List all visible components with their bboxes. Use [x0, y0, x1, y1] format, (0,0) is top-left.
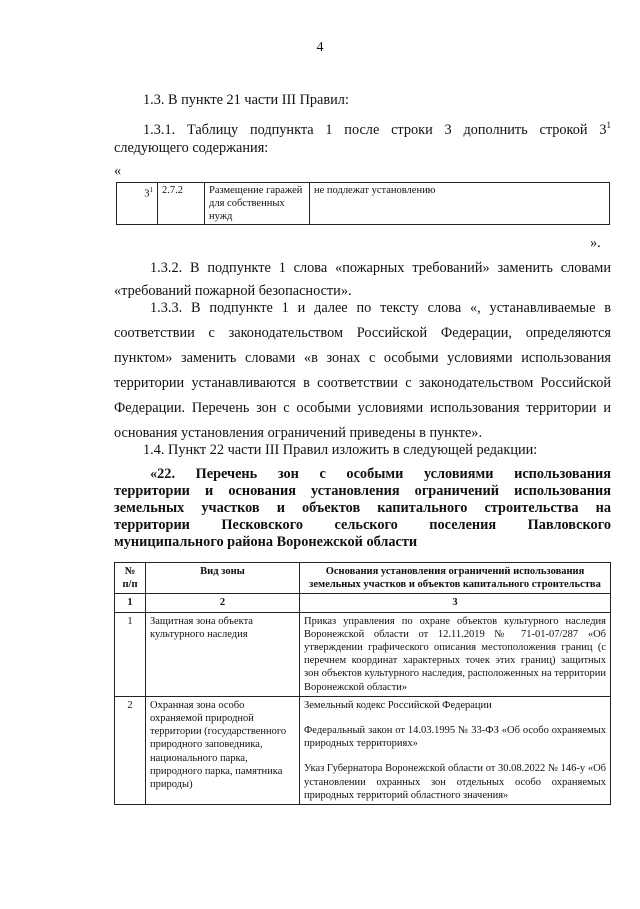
heading-line: земельных участков и объектов капитального строительства на	[114, 500, 611, 516]
section-heading	[114, 466, 611, 551]
header-zone: Вид зоны	[146, 563, 300, 594]
paragraph-1-3-1-sup: 1	[606, 120, 611, 130]
close-quote: ».	[590, 235, 601, 251]
paragraph-1-3-1-cont: следующего содержания:	[114, 140, 269, 156]
table-cell-num: $3^1$	[117, 183, 158, 225]
row-num: 1	[115, 612, 146, 696]
header-basis: Основания установления ограничений использования земельных участков и объектов капитального строительства	[300, 563, 611, 594]
row-zone: Защитная зона объекта культурного наследия	[146, 612, 300, 696]
table-cell-code: 2.7.2	[158, 183, 205, 225]
paragraph-1-3: 1.3. В пункте 21 части III Правил:	[143, 92, 349, 108]
colnum-cell: 2	[146, 594, 300, 612]
row-zone: Охранная зона особо охраняемой природной территории (государственного природного заповедника, национального парка, природного парка, памятника природы)	[146, 696, 300, 804]
paragraph-1-3-2: 1.3.2. В подпункте 1 слова «пожарных требований» заменить словами «требований пожарной безопасности».	[114, 260, 611, 299]
colnum-cell: 1	[115, 594, 146, 612]
basis-item: Земельный кодекс Российской Федерации	[304, 699, 492, 711]
paragraph-1-3-3: 1.3.3. В подпункте 1 и далее по тексту слова «, устанавливаемые в соответствии с законодательством Российской Федерации, определяются пунктом» заменить словами «в зонах с особыми условиями использования территории устанавливаются в соответствии с законодательством Российской Федерации. Перечень зон с особыми условиями использования территории и основания установления ограничений приведены в пункте».	[114, 300, 611, 441]
table-header-row	[115, 563, 611, 594]
table-cell-value: не подлежат установлению	[310, 183, 610, 225]
heading-line: муниципального района Воронежской области	[114, 534, 418, 550]
basis-item: Федеральный закон от 14.03.1995 № 33-ФЗ «Об особо охраняемых природных территориях»	[304, 725, 606, 750]
row-basis	[300, 696, 611, 804]
heading-line: «22. Перечень зон с особыми условиями использования	[150, 466, 611, 482]
zones-table	[114, 562, 611, 805]
paragraph-1-4: 1.4. Пункт 22 части III Правил изложить в следующей редакции:	[143, 442, 538, 458]
table-row	[117, 183, 610, 225]
table-colnum-row	[115, 594, 611, 612]
basis-item: Указ Губернатора Воронежской области от 30.08.2022 № 146-у «Об установлении охранных зон отдельных особо охраняемых природных территорий областного значения»	[304, 763, 606, 801]
heading-line: территории Песковского сельского поселения Павловского	[114, 517, 611, 533]
paragraph-1-3-1-text: 1.3.1. Таблицу подпункта 1 после строки 3 дополнить строкой 3	[143, 121, 607, 138]
page-number: 4	[316, 40, 324, 55]
colnum-cell: 3	[300, 594, 611, 612]
table-row	[115, 696, 611, 804]
table-row	[115, 612, 611, 696]
row-basis: Приказ управления по охране объектов культурного наследия Воронежской области от 12.11.2019 № 71-01-07/287 «Об утверждении графического описания местоположения границ (с перечнем координат характерных точек этих границ) защитных зон объектов культурного наследия, расположенных на территории Воронежской области»	[300, 612, 611, 696]
header-num: № п/п	[115, 563, 146, 594]
open-quote: «	[114, 163, 122, 179]
insert-row-table	[116, 182, 610, 225]
heading-line: территории и основания установления ограничений использования	[114, 483, 611, 499]
table-cell-name: Размещение гаражей для собственных нужд	[205, 183, 310, 225]
row-num: 2	[115, 696, 146, 804]
